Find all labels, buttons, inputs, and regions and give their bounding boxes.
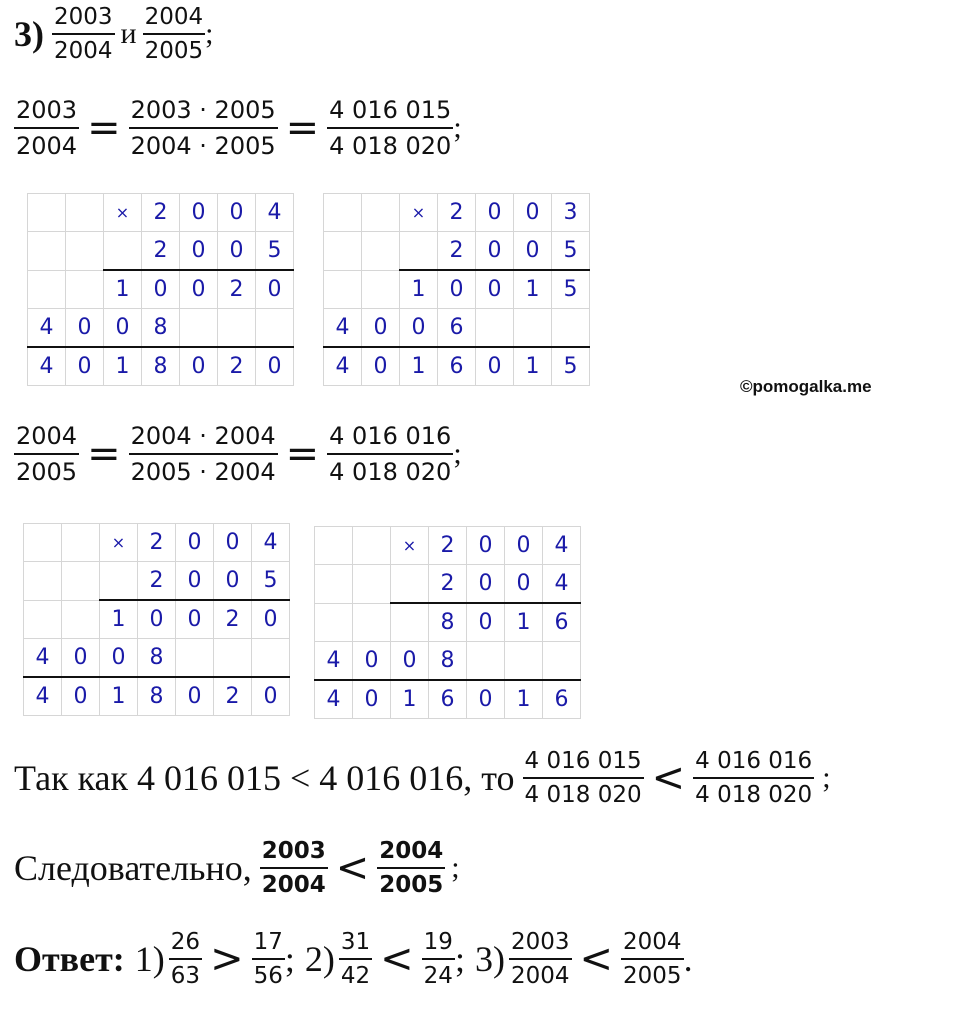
fraction: $\frac{17}{56}$: [253, 929, 283, 989]
grid-cell: [62, 600, 100, 639]
fraction: $\frac{31}{42}$: [340, 929, 371, 989]
fraction: $\frac{2003}{2004}$: [16, 96, 78, 160]
grid-cell: ×: [400, 194, 438, 232]
answer-line: Ответ: 1) $\frac{26}{63}$ > $\frac{17}{56}$ ; 2) $\frac{31}{42}$ < $\frac{19}{24}$ ; 3) $\frac{2003}{2004}$ < $\frac{2004}{2005}$ .: [14, 929, 693, 989]
grid-cell: [315, 565, 353, 604]
grid-cell: [66, 232, 104, 271]
equation-1: $\frac{2003}{2004}$ = $\frac{2003 \cdot 2005}{2004 \cdot 2005}$ = $\frac{4 016 015}{4 018 020}$ ;: [16, 96, 462, 160]
grid-cell: [28, 232, 66, 271]
grid-cell: [400, 232, 438, 271]
grid-cell: 2: [218, 270, 256, 309]
grid-cell: [104, 232, 142, 271]
fraction: $\frac{2004}{2005}$: [16, 422, 78, 486]
grid-cell: 0: [176, 600, 214, 639]
grid-cell: 0: [505, 565, 543, 604]
grid-cell: 0: [252, 677, 290, 716]
grid-cell: 0: [176, 677, 214, 716]
grid-cell: 0: [476, 347, 514, 386]
grid-cell: 0: [467, 603, 505, 642]
grid-cell: 2: [142, 232, 180, 271]
grid-cell: 4: [315, 642, 353, 681]
grid-cell: [476, 309, 514, 348]
grid-cell: 2: [218, 347, 256, 386]
equals-sign: =: [87, 431, 121, 477]
grid-cell: 0: [256, 347, 294, 386]
grid-cell: 0: [476, 194, 514, 232]
grid-cell: 4: [543, 527, 581, 565]
grid-cell: 6: [438, 347, 476, 386]
grid-cell: [324, 194, 362, 232]
grid-cell: 4: [28, 347, 66, 386]
grid-cell: 0: [353, 680, 391, 719]
less-than-sign: <: [579, 936, 614, 982]
grid-cell: 0: [353, 642, 391, 681]
grid-cell: 8: [142, 309, 180, 348]
less-than-sign: <: [335, 845, 370, 891]
grid-cell: [66, 270, 104, 309]
conjunction: и: [120, 17, 137, 50]
grid-cell: 1: [391, 680, 429, 719]
grid-cell: ×: [391, 527, 429, 565]
grid-cell: 0: [438, 270, 476, 309]
grid-cell: 6: [438, 309, 476, 348]
grid-cell: 0: [218, 194, 256, 232]
fraction: $\frac{2004}{2005}$: [144, 4, 204, 64]
multiplication-grid-3: [23, 523, 290, 716]
grid-cell: 5: [552, 347, 590, 386]
fraction: $\frac{2003}{2004}$: [261, 838, 326, 898]
grid-cell: [552, 309, 590, 348]
multiplication-grid-1: [27, 193, 294, 386]
grid-cell: 0: [180, 347, 218, 386]
equation-2: $\frac{2004}{2005}$ = $\frac{2004 \cdot 2004}{2005 \cdot 2004}$ = $\frac{4 016 016}{4 018 020}$ ;: [16, 422, 462, 486]
grid-cell: [218, 309, 256, 348]
grid-cell: [214, 639, 252, 678]
grid-cell: 0: [142, 270, 180, 309]
fraction: $\frac{4 016 016}{4 018 020}$: [329, 422, 452, 486]
multiplication-grid-4: [314, 526, 581, 719]
fraction: $\frac{2004}{2005}$: [623, 929, 682, 989]
grid-cell: 0: [176, 562, 214, 601]
grid-cell: [324, 232, 362, 271]
grid-cell: 4: [324, 347, 362, 386]
grid-cell: 2: [429, 565, 467, 604]
fraction: $\frac{26}{63}$: [170, 929, 201, 989]
grid-cell: [391, 603, 429, 642]
grid-cell: 2: [142, 194, 180, 232]
grid-cell: 0: [214, 562, 252, 601]
grid-cell: 2: [438, 232, 476, 271]
grid-cell: 0: [362, 309, 400, 348]
fraction: $\frac{4 016 015}{4 018 020}$: [524, 748, 642, 808]
grid-cell: 1: [104, 270, 142, 309]
grid-cell: 0: [66, 347, 104, 386]
answer-label: Ответ:: [14, 939, 125, 979]
grid-cell: 0: [514, 194, 552, 232]
grid-cell: 0: [505, 527, 543, 565]
less-than-sign: <: [380, 936, 414, 982]
grid-cell: [24, 524, 62, 562]
grid-cell: 0: [66, 309, 104, 348]
grid-cell: 1: [104, 347, 142, 386]
grid-cell: [362, 270, 400, 309]
grid-cell: [353, 603, 391, 642]
grid-cell: 8: [429, 603, 467, 642]
grid-cell: 2: [429, 527, 467, 565]
grid-cell: [28, 194, 66, 232]
grid-cell: 0: [467, 565, 505, 604]
grid-cell: 4: [324, 309, 362, 348]
grid-cell: 0: [100, 639, 138, 678]
grid-cell: 0: [467, 680, 505, 719]
grid-cell: 1: [400, 270, 438, 309]
multiplication-grid-2: [323, 193, 590, 386]
grid-cell: 2: [214, 677, 252, 716]
grid-cell: [24, 562, 62, 601]
equals-sign: =: [285, 431, 320, 477]
grid-cell: 8: [142, 347, 180, 386]
fraction: $\frac{2003}{2004}$: [510, 929, 570, 989]
grid-cell: 0: [362, 347, 400, 386]
grid-cell: [62, 562, 100, 601]
fraction: $\frac{2003 \cdot 2005}{2004 \cdot 2005}$: [130, 96, 276, 160]
grid-cell: [353, 527, 391, 565]
conclusion-line: Следовательно, $\frac{2003}{2004}$ < $\frac{2004}{2005}$ ;: [14, 838, 460, 898]
grid-cell: 5: [252, 562, 290, 601]
grid-cell: 6: [543, 603, 581, 642]
grid-cell: [324, 270, 362, 309]
grid-cell: 8: [138, 639, 176, 678]
grid-cell: [362, 194, 400, 232]
grid-cell: 2: [138, 524, 176, 562]
grid-cell: 4: [315, 680, 353, 719]
grid-cell: ×: [100, 524, 138, 562]
grid-cell: 1: [505, 603, 543, 642]
grid-cell: 8: [429, 642, 467, 681]
grid-cell: ×: [104, 194, 142, 232]
grid-cell: [66, 194, 104, 232]
grid-cell: [543, 642, 581, 681]
grid-cell: [315, 527, 353, 565]
conclusion-text: Следовательно,: [14, 848, 252, 888]
problem-header: 3) $\frac{2003}{2004}$ и $\frac{2004}{2005}$ ;: [14, 4, 214, 64]
grid-cell: 0: [62, 639, 100, 678]
grid-cell: [252, 639, 290, 678]
grid-cell: 1: [100, 677, 138, 716]
grid-cell: 0: [252, 600, 290, 639]
grid-cell: 1: [514, 347, 552, 386]
grid-cell: [353, 565, 391, 604]
grid-cell: 2: [138, 562, 176, 601]
fraction: $\frac{4 016 016}{4 018 020}$: [695, 748, 813, 808]
grid-cell: 0: [214, 524, 252, 562]
grid-cell: [256, 309, 294, 348]
less-than-sign: <: [651, 755, 686, 801]
grid-cell: 0: [391, 642, 429, 681]
grid-cell: 8: [138, 677, 176, 716]
grid-cell: 0: [256, 270, 294, 309]
grid-cell: 5: [552, 270, 590, 309]
grid-cell: [467, 642, 505, 681]
grid-cell: 4: [543, 565, 581, 604]
grid-cell: 6: [543, 680, 581, 719]
grid-cell: 0: [476, 232, 514, 271]
equals-sign: =: [285, 105, 320, 151]
grid-cell: 4: [24, 677, 62, 716]
grid-cell: 3: [552, 194, 590, 232]
grid-cell: 4: [252, 524, 290, 562]
grid-cell: 0: [180, 232, 218, 271]
grid-cell: 5: [552, 232, 590, 271]
grid-cell: [505, 642, 543, 681]
grid-cell: [100, 562, 138, 601]
grid-cell: 0: [467, 527, 505, 565]
grid-cell: 1: [505, 680, 543, 719]
grid-cell: 2: [438, 194, 476, 232]
grid-cell: [62, 524, 100, 562]
grid-cell: 4: [28, 309, 66, 348]
grid-cell: 0: [180, 270, 218, 309]
grid-cell: 4: [256, 194, 294, 232]
grid-cell: [24, 600, 62, 639]
grid-cell: 0: [62, 677, 100, 716]
comparison-line: Так как 4 016 015 < 4 016 016, то $\frac{4 016 015}{4 018 020}$ < $\frac{4 016 016}{4 018 020}$ ;: [14, 748, 831, 808]
watermark: ©pomogalka.me: [740, 377, 872, 396]
grid-cell: 0: [104, 309, 142, 348]
equals-sign: =: [87, 105, 121, 151]
grid-cell: 0: [218, 232, 256, 271]
grid-cell: 0: [180, 194, 218, 232]
grid-cell: 1: [100, 600, 138, 639]
grid-cell: [514, 309, 552, 348]
grid-cell: 0: [400, 309, 438, 348]
grid-cell: 1: [514, 270, 552, 309]
grid-cell: [391, 565, 429, 604]
comparison-text: Так как 4 016 015 < 4 016 016, то: [14, 758, 515, 798]
grid-cell: [28, 270, 66, 309]
grid-cell: 2: [214, 600, 252, 639]
grid-cell: [176, 639, 214, 678]
grid-cell: 6: [429, 680, 467, 719]
grid-cell: 0: [176, 524, 214, 562]
grid-cell: 0: [476, 270, 514, 309]
grid-cell: 4: [24, 639, 62, 678]
fraction: $\frac{2004 \cdot 2004}{2005 \cdot 2004}$: [130, 422, 276, 486]
grid-cell: [180, 309, 218, 348]
grid-cell: [362, 232, 400, 271]
fraction: $\frac{19}{24}$: [423, 929, 453, 989]
grid-cell: [315, 603, 353, 642]
grid-cell: 0: [138, 600, 176, 639]
fraction: $\frac{2003}{2004}$: [54, 4, 113, 64]
grid-cell: 0: [514, 232, 552, 271]
grid-cell: 5: [256, 232, 294, 271]
problem-number: 3): [14, 14, 44, 54]
fraction: $\frac{4 016 015}{4 018 020}$: [329, 96, 452, 160]
greater-than-sign: >: [210, 936, 244, 982]
grid-cell: 1: [400, 347, 438, 386]
fraction: $\frac{2004}{2005}$: [379, 838, 444, 898]
